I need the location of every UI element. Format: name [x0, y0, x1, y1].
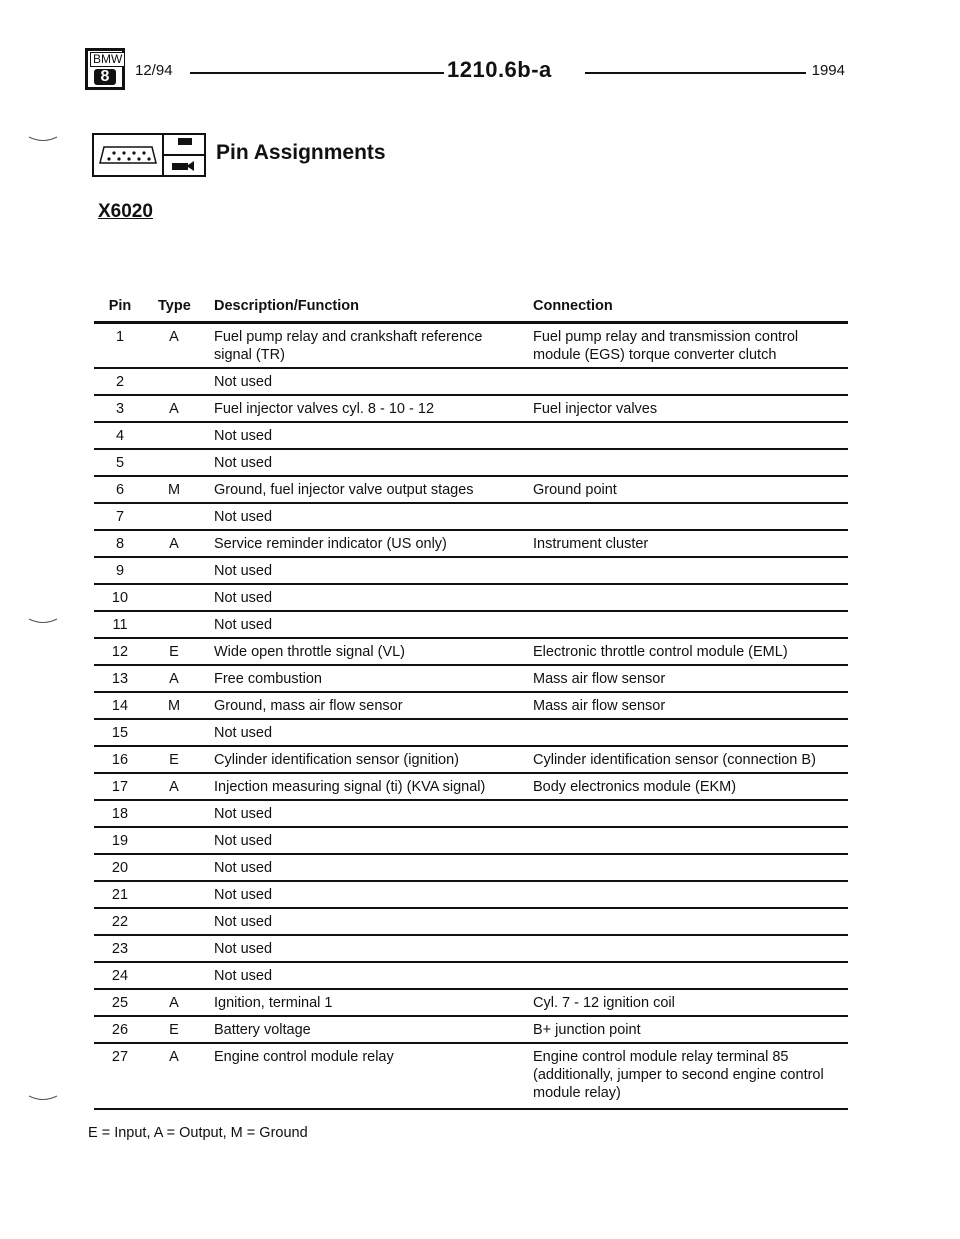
table-row: [94, 801, 848, 828]
description-cell: Engine control module relay: [214, 1049, 394, 1065]
description-cell: Not used: [214, 725, 273, 741]
connector-id: X6020: [98, 201, 153, 222]
type-cell: A: [169, 779, 179, 795]
table-row: [94, 693, 848, 720]
table-row: [94, 855, 848, 882]
description-cell: Not used: [214, 941, 273, 957]
header-rule-left: [190, 72, 444, 74]
document-code: 1210.6b-a: [447, 57, 552, 82]
table-row: [94, 774, 848, 801]
pin-cell: 2: [115, 374, 125, 390]
description-cell: Not used: [214, 887, 273, 903]
pin-cell: 22: [111, 914, 129, 930]
description-cell: Battery voltage: [214, 1022, 311, 1038]
table-row: [94, 666, 848, 693]
pin-cell: 9: [115, 563, 125, 579]
table-row: [94, 1017, 848, 1044]
table-row: [94, 558, 848, 585]
description-cell: Cylinder identification sensor (ignition): [214, 752, 460, 768]
header-date: 12/94: [135, 62, 173, 79]
pin-cell: 16: [111, 752, 129, 768]
type-cell: A: [169, 671, 179, 687]
pin-assignment-table: [94, 295, 848, 1110]
type-cell: M: [167, 698, 181, 714]
description-cell: Not used: [214, 455, 273, 471]
col-header-description: Description/Function: [214, 298, 359, 314]
type-cell: M: [167, 482, 181, 498]
logo-series-number: 8: [94, 69, 116, 85]
table-row: [94, 990, 848, 1017]
description-cell: Not used: [214, 509, 273, 525]
table-row: [94, 963, 848, 990]
description-cell: Not used: [214, 860, 273, 876]
pin-cell: 4: [115, 428, 125, 444]
col-header-type: Type: [158, 298, 191, 314]
pin-cell: 17: [111, 779, 129, 795]
section-title: Pin Assignments: [216, 141, 386, 164]
pin-cell: 20: [111, 860, 129, 876]
margin-mark: [28, 618, 58, 626]
table-row: [94, 936, 848, 963]
description-cell: Free combustion: [214, 671, 322, 687]
pin-cell: 25: [111, 995, 129, 1011]
description-cell: Fuel pump relay and crankshaft reference signal (TR): [214, 329, 483, 363]
table-row: [94, 531, 848, 558]
connector-icon: [92, 133, 164, 177]
description-cell: Ground, mass air flow sensor: [214, 698, 403, 714]
pin-cell: 1: [115, 329, 125, 345]
type-cell: E: [169, 1022, 179, 1038]
connection-cell: Mass air flow sensor: [533, 698, 666, 714]
description-cell: Not used: [214, 428, 273, 444]
table-row: [94, 909, 848, 936]
connection-cell: B+ junction point: [533, 1022, 641, 1038]
table-row: [94, 585, 848, 612]
description-cell: Service reminder indicator (US only): [214, 536, 447, 552]
type-cell: A: [169, 536, 179, 552]
description-cell: Not used: [214, 374, 273, 390]
col-header-connection: Connection: [533, 298, 613, 314]
description-cell: Not used: [214, 833, 273, 849]
pin-cell: 13: [111, 671, 129, 687]
type-cell: E: [169, 752, 179, 768]
pin-cell: 10: [111, 590, 129, 606]
connection-cell: Cyl. 7 - 12 ignition coil: [533, 995, 675, 1011]
table-row: [94, 324, 848, 369]
pin-cell: 7: [115, 509, 125, 525]
pin-cell: 24: [111, 968, 129, 984]
description-cell: Not used: [214, 563, 273, 579]
description-cell: Wide open throttle signal (VL): [214, 644, 406, 660]
type-cell: E: [169, 644, 179, 660]
pin-cell: 14: [111, 698, 129, 714]
type-cell: A: [169, 329, 179, 345]
table-row: [94, 1044, 848, 1110]
pin-cell: 21: [111, 887, 129, 903]
connection-cell: Engine control module relay terminal 85 (additionally, jumper to second engine control module relay): [533, 1049, 824, 1101]
table-row: [94, 369, 848, 396]
type-legend: E = Input, A = Output, M = Ground: [88, 1125, 308, 1141]
table-row: [94, 423, 848, 450]
table-header: [94, 295, 848, 324]
connection-cell: Mass air flow sensor: [533, 671, 666, 687]
description-cell: Not used: [214, 968, 273, 984]
connection-cell: Ground point: [533, 482, 617, 498]
pin-cell: 27: [111, 1049, 129, 1065]
description-cell: Not used: [214, 617, 273, 633]
description-cell: Injection measuring signal (ti) (KVA signal): [214, 779, 486, 795]
pin-cell: 12: [111, 644, 129, 660]
logo-brand-text: BMW: [90, 52, 125, 67]
description-cell: Fuel injector valves cyl. 8 - 10 - 12: [214, 401, 435, 417]
margin-mark: [28, 136, 58, 144]
pin-cell: 6: [115, 482, 125, 498]
connection-cell: Electronic throttle control module (EML): [533, 644, 788, 660]
table-row: [94, 504, 848, 531]
type-cell: A: [169, 401, 179, 417]
description-cell: Not used: [214, 914, 273, 930]
table-row: [94, 720, 848, 747]
pin-cell: 5: [115, 455, 125, 471]
description-cell: Not used: [214, 590, 273, 606]
type-cell: A: [169, 1049, 179, 1065]
table-row: [94, 450, 848, 477]
table-row: [94, 828, 848, 855]
connection-cell: Cylinder identification sensor (connection B): [533, 752, 816, 768]
table-row: [94, 639, 848, 666]
pin-cell: 3: [115, 401, 125, 417]
description-cell: Ground, fuel injector valve output stages: [214, 482, 474, 498]
connection-cell: Body electronics module (EKM): [533, 779, 737, 795]
connection-cell: Instrument cluster: [533, 536, 649, 552]
pin-cell: 19: [111, 833, 129, 849]
table-body: [94, 324, 848, 1110]
pin-terminal-icon: [164, 133, 206, 177]
header-rule-right: [585, 72, 835, 74]
bmw-8-series-logo: [85, 48, 125, 90]
header-year: 1994: [806, 62, 845, 79]
pin-cell: 15: [111, 725, 129, 741]
pin-cell: 11: [112, 617, 128, 633]
table-row: [94, 396, 848, 423]
type-cell: A: [169, 995, 179, 1011]
pin-cell: 26: [111, 1022, 129, 1038]
margin-mark: [28, 1095, 58, 1103]
table-row: [94, 612, 848, 639]
pin-cell: 23: [111, 941, 129, 957]
description-cell: Ignition, terminal 1: [214, 995, 333, 1011]
table-row: [94, 882, 848, 909]
table-row: [94, 747, 848, 774]
page-header: [85, 48, 845, 92]
pin-cell: 18: [111, 806, 129, 822]
table-row: [94, 477, 848, 504]
pin-cell: 8: [115, 536, 125, 552]
col-header-pin: Pin: [108, 298, 132, 314]
description-cell: Not used: [214, 806, 273, 822]
connection-cell: Fuel injector valves: [533, 401, 658, 417]
connection-cell: Fuel pump relay and transmission control module (EGS) torque converter clutch: [533, 329, 799, 363]
